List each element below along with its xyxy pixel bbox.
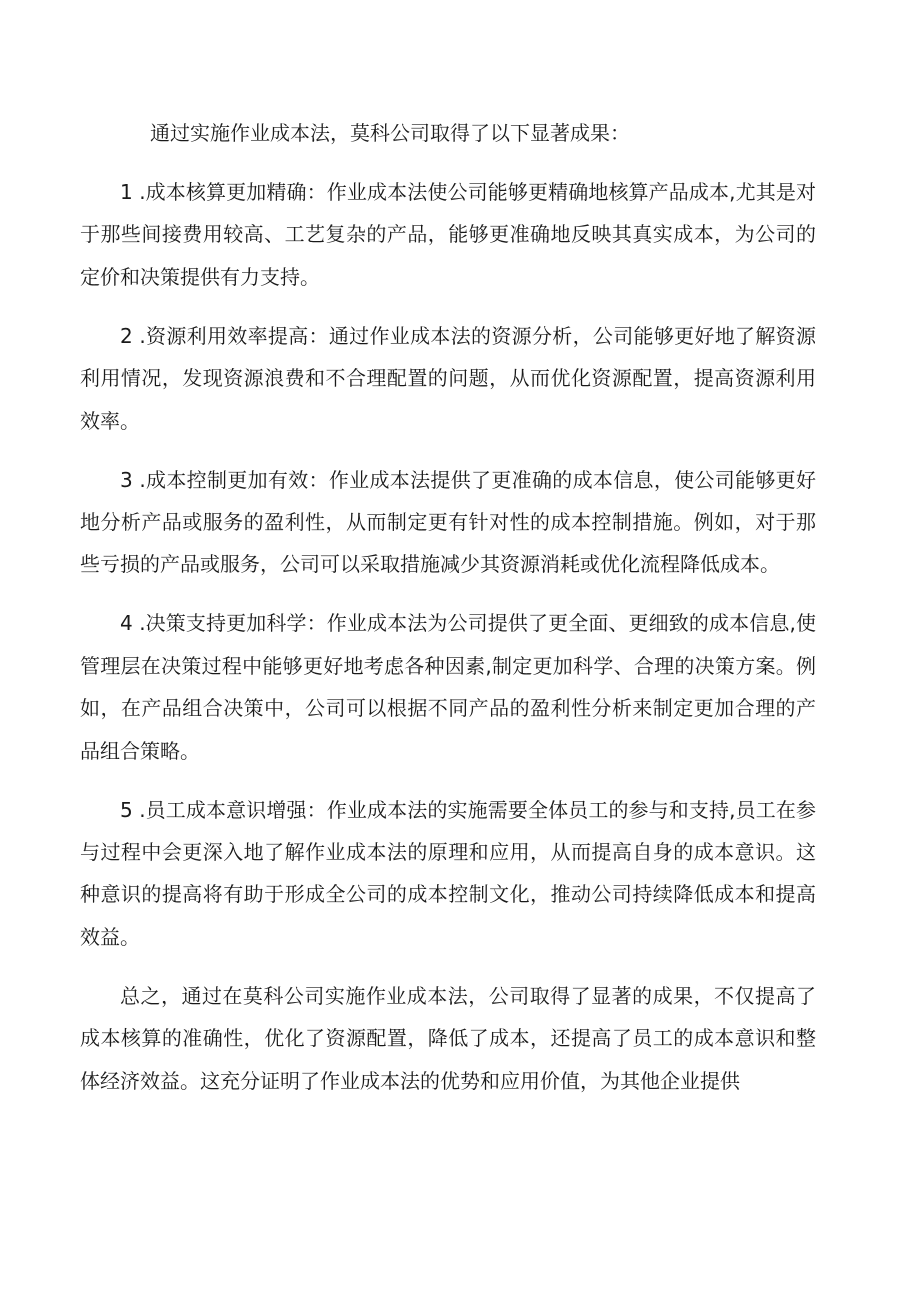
document-body xyxy=(80,112,816,1119)
item-paragraph-5: 5 .员工成本意识增强：作业成本法的实施需要全体员工的参与和支持,员工在参与过程中会更深入地了解作业成本法的原理和应用，从而提高自身的成本意识。这种意识的提高将有助于形成全公司的成本控制文化，推动公司持续降低成本和提高效益。 xyxy=(80,797,816,949)
intro-paragraph: 通过实施作业成本法，莫科公司取得了以下显著成果： xyxy=(150,121,630,145)
conclusion-paragraph: 总之，通过在莫科公司实施作业成本法，公司取得了显著的成果，不仅提高了成本核算的准确性，优化了资源配置，降低了成本，还提高了员工的成本意识和整体经济效益。这充分证明了作业成本法的优势和应用价值，为其他企业提供 xyxy=(80,983,816,1093)
item-paragraph-3: 3 .成本控制更加有效：作业成本法提供了更准确的成本信息，使公司能够更好地分析产品或服务的盈利性，从而制定更有针对性的成本控制措施。例如，对于那些亏损的产品或服务，公司可以采取措施减少其资源消耗或优化流程降低成本。 xyxy=(80,467,816,577)
item-paragraph-2: 2 .资源利用效率提高：通过作业成本法的资源分析，公司能够更好地了解资源利用情况，发现资源浪费和不合理配置的问题，从而优化资源配置，提高资源利用效率。 xyxy=(80,323,816,433)
item-paragraph-1: 1 .成本核算更加精确：作业成本法使公司能够更精确地核算产品成本,尤其是对于那些间接费用较高、工艺复杂的产品，能够更准确地反映其真实成本，为公司的定价和决策提供有力支持。 xyxy=(80,180,816,289)
item-paragraph-4: 4 .决策支持更加科学：作业成本法为公司提供了更全面、更细致的成本信息,使管理层在决策过程中能够更好地考虑各种因素,制定更加科学、合理的决策方案。例如，在产品组合决策中，公司可以根据不同产品的盈利性分析来制定更加合理的产品组合策略。 xyxy=(80,611,816,763)
